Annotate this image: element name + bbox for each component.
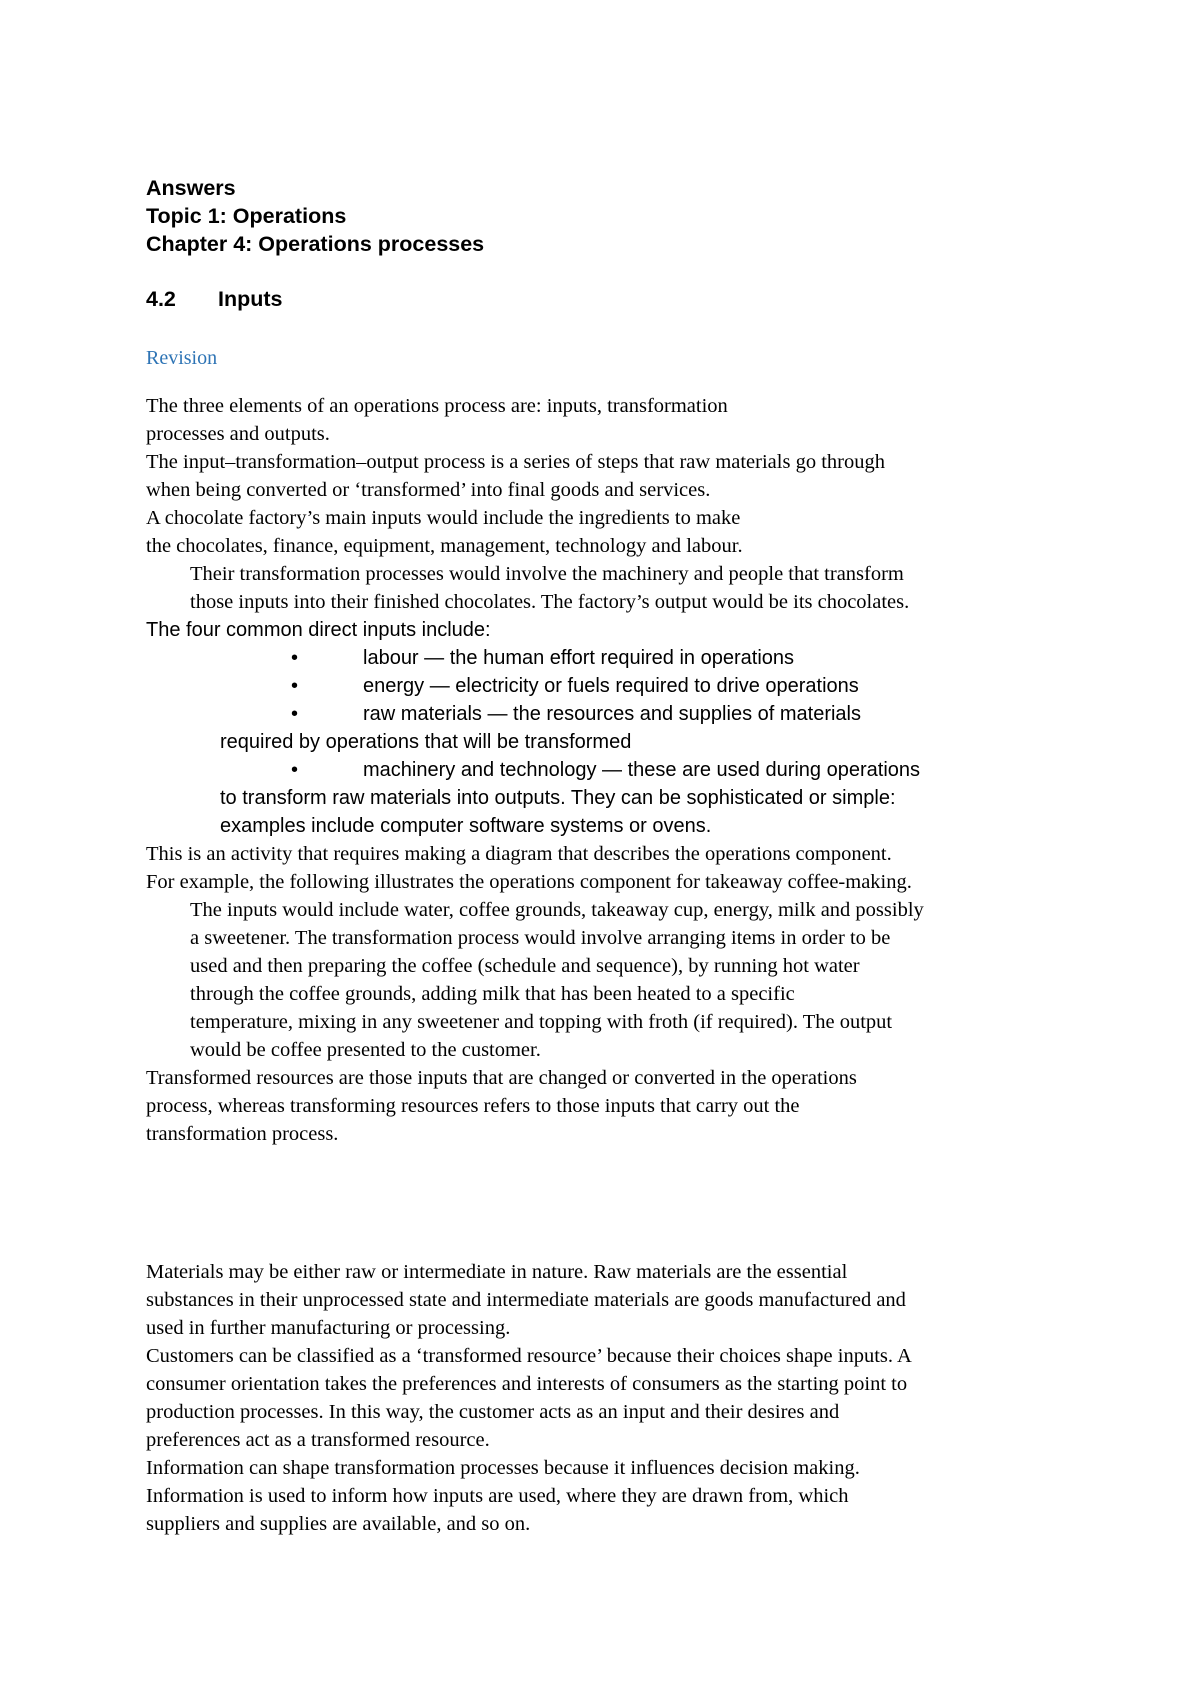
paragraph-6-line-1: The inputs would include water, coffee grounds, takeaway cup, energy, milk and possibly xyxy=(190,899,924,921)
bullet-labour: • xyxy=(291,647,299,669)
paragraph-9-line-3: production processes. In this way, the customer acts as an input and their desires and xyxy=(146,1401,840,1423)
paragraph-8-line-1: Materials may be either raw or intermediate in nature. Raw materials are the essential xyxy=(146,1261,848,1283)
paragraph-8-line-2: substances in their unprocessed state and intermediate materials are goods manufactured and xyxy=(146,1289,906,1311)
paragraph-6-line-6: would be coffee presented to the customer. xyxy=(190,1039,541,1061)
paragraph-1-line-2: processes and outputs. xyxy=(146,423,330,445)
paragraph-5-line-1: This is an activity that requires making a diagram that describes the operations component. xyxy=(146,843,892,865)
paragraph-3-line-2: the chocolates, finance, equipment, management, technology and labour. xyxy=(146,535,743,557)
paragraph-8-line-3: used in further manufacturing or processing. xyxy=(146,1317,511,1339)
list-item-raw-materials-cont: required by operations that will be transformed xyxy=(220,731,632,753)
list-item-energy: energy — electricity or fuels required to drive operations xyxy=(363,675,859,697)
paragraph-7-line-1: Transformed resources are those inputs that are changed or converted in the operations xyxy=(146,1067,857,1089)
paragraph-7-line-3: transformation process. xyxy=(146,1123,339,1145)
paragraph-9-line-4: preferences act as a transformed resource. xyxy=(146,1429,490,1451)
list-item-machinery-cont-2: examples include computer software systems or ovens. xyxy=(220,815,712,837)
list-item-labour: labour — the human effort required in operations xyxy=(363,647,795,669)
paragraph-10-line-2: Information is used to inform how inputs are used, where they are drawn from, which xyxy=(146,1485,849,1507)
section-heading xyxy=(146,285,283,313)
paragraph-6-line-2: a sweetener. The transformation process would involve arranging items in order to be xyxy=(190,927,891,949)
bullet-energy: • xyxy=(291,675,299,697)
bullet-machinery: • xyxy=(291,759,299,781)
revision-label: Revision xyxy=(146,347,218,369)
bullet-raw-materials: • xyxy=(291,703,299,725)
paragraph-9-line-2: consumer orientation takes the preferences and interests of consumers as the starting point to xyxy=(146,1373,908,1395)
list-item-machinery: machinery and technology — these are used during operations xyxy=(363,759,921,781)
paragraph-4-line-1: Their transformation processes would involve the machinery and people that transform xyxy=(190,563,904,585)
paragraph-9-line-1: Customers can be classified as a ‘transformed resource’ because their choices shape inputs. A xyxy=(146,1345,912,1367)
answers-heading: Answers xyxy=(146,176,236,200)
list-item-raw-materials: raw materials — the resources and supplies of materials xyxy=(363,703,861,725)
paragraph-10-line-3: suppliers and supplies are available, and so on. xyxy=(146,1513,531,1535)
paragraph-6-line-3: used and then preparing the coffee (schedule and sequence), by running hot water xyxy=(190,955,860,977)
paragraph-7-line-2: process, whereas transforming resources refers to those inputs that carry out the xyxy=(146,1095,800,1117)
paragraph-1-line-1: The three elements of an operations process are: inputs, transformation xyxy=(146,395,728,417)
paragraph-10-line-1: Information can shape transformation processes because it influences decision making. xyxy=(146,1457,860,1479)
list-item-machinery-cont-1: to transform raw materials into outputs. They can be sophisticated or simple: xyxy=(220,787,896,809)
paragraph-2-line-2: when being converted or ‘transformed’ into final goods and services. xyxy=(146,479,711,501)
topic-heading: Topic 1: Operations xyxy=(146,204,347,228)
direct-inputs-intro: The four common direct inputs include: xyxy=(146,619,491,641)
paragraph-4-line-2: those inputs into their finished chocolates. The factory’s output would be its chocolates. xyxy=(190,591,910,613)
paragraph-6-line-5: temperature, mixing in any sweetener and topping with froth (if required). The output xyxy=(190,1011,893,1033)
section-title: Inputs xyxy=(218,287,283,311)
chapter-heading: Chapter 4: Operations processes xyxy=(146,232,485,256)
paragraph-2-line-1: The input–transformation–output process is a series of steps that raw materials go through xyxy=(146,451,885,473)
section-number: 4.2 xyxy=(146,287,176,311)
paragraph-3-line-1: A chocolate factory’s main inputs would include the ingredients to make xyxy=(146,507,741,529)
paragraph-5-line-2: For example, the following illustrates the operations component for takeaway coffee-making. xyxy=(146,871,912,893)
paragraph-6-line-4: through the coffee grounds, adding milk that has been heated to a specific xyxy=(190,983,795,1005)
